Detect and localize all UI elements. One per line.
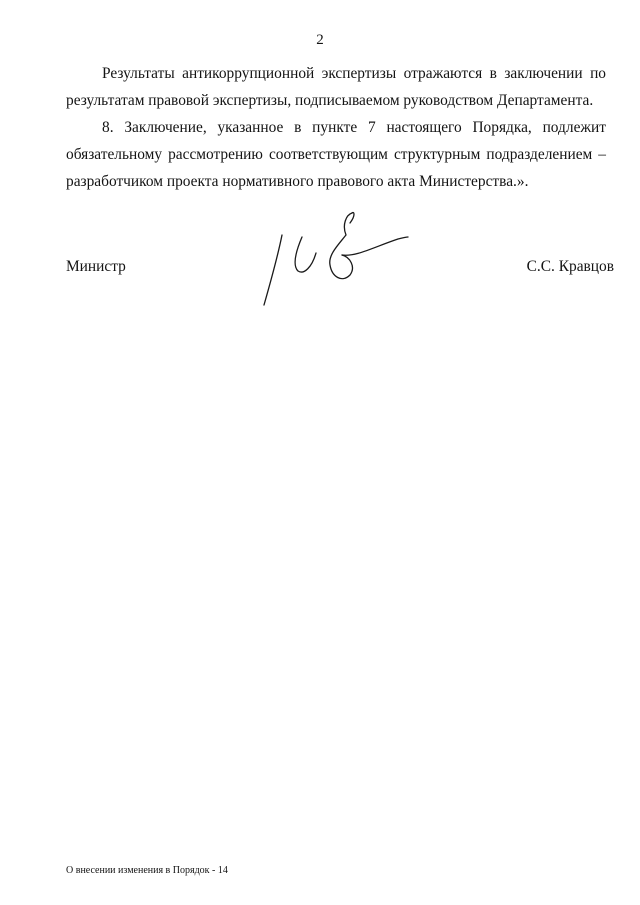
paragraph-item-8: 8. Заключение, указанное в пункте 7 настоящего Порядка, подлежит обязательному рассмотрению соответствующим структурным подразделением – разработчиком проекта нормативного правового акта Министерства.». [66,119,606,190]
paragraph-expertise-results: Результаты антикоррупционной экспертизы отражаются в заключении по результатам правовой экспертизы, подписываемом руководством Департамента. [66,65,606,109]
document-body [66,60,606,195]
signer-title: Министр [66,258,126,275]
signer-name: С.С. Кравцов [526,258,614,275]
page-number: 2 [316,32,324,48]
footer-reference: О внесении изменения в Порядок - 14 [66,865,228,876]
handwritten-signature [250,205,420,315]
